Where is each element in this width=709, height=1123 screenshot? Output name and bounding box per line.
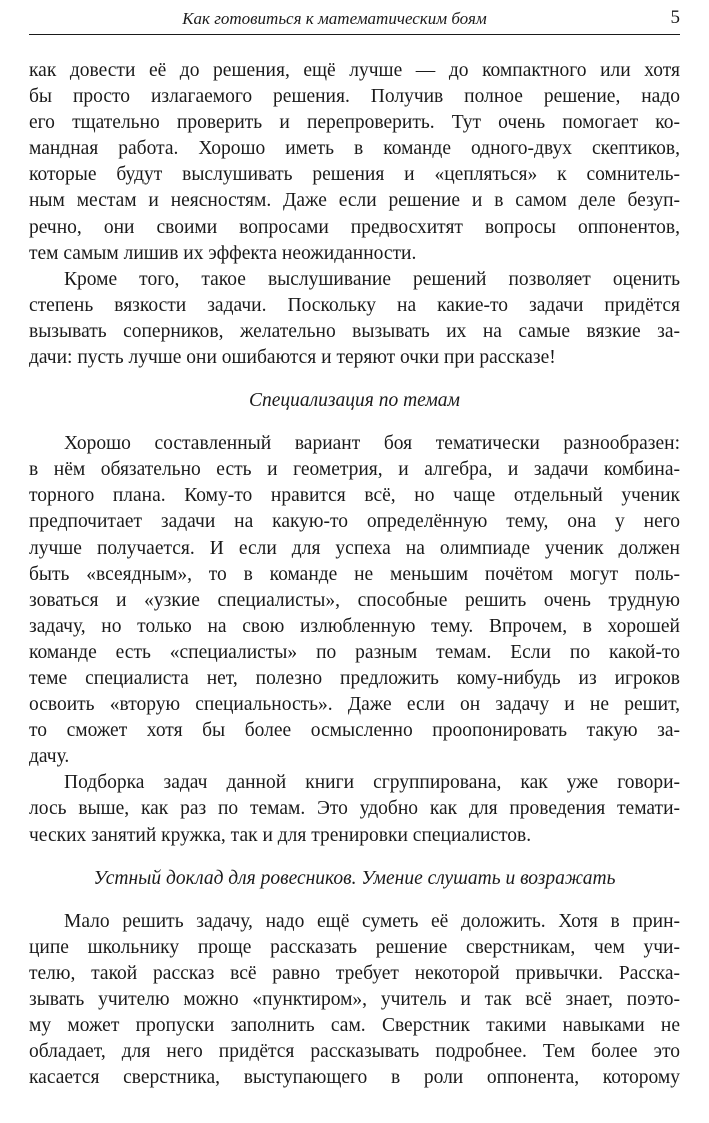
text-line: Хорошо составленный вариант боя тематически разнообразен: [64,433,680,455]
text-line: зывать учителю можно «пунктиром», учитель и так всё знает, поэто- [29,988,680,1010]
text-line: бы просто излагаемого решения. Получив полное решение, надо [29,86,680,108]
running-title: Как готовиться к математическим боям [182,9,487,28]
section-heading-oral-report: Устный доклад для ровесников. Умение слушать и возражать [93,867,616,889]
page-header [29,4,680,35]
text-line: мандная работа. Хорошо иметь в команде одного-двух скептиков, [29,138,680,160]
text-line: речно, они своими вопросами предвосхитят вопросы оппонентов, [29,216,680,238]
text-line: дачи: пусть лучше они ошибаются и теряют очки при рассказе! [29,347,556,369]
text-line: быть «всеядным», то в команде не меньшим почётом могут поль- [29,563,680,585]
text-line: теме специалиста нет, полезно предложить кому-нибудь из игроков [29,667,680,689]
text-line: обладает, для него придётся рассказывать подробнее. Тем более это [29,1041,680,1063]
page-number: 5 [670,7,680,28]
text-line: предпочитает задачи на какую-то определённую тему, она у него [29,511,680,533]
text-line: лучше получается. И если для успеха на олимпиаде ученик должен [29,537,680,559]
paragraph-continuation [29,58,680,267]
paragraph-viscosity [29,267,680,371]
text-line: телю, такой рассказ всё равно требует некоторой привычки. Расска- [29,962,680,984]
text-line: которые будут выслушивать решения и «цепляться» к сомнитель- [29,164,680,186]
paragraph-book-topics [29,770,680,848]
text-line: вызывать соперников, желательно вызывать их на самые вязкие за- [29,320,680,342]
text-line: степень вязкости задачи. Поскольку на какие-то задачи придётся [29,294,680,316]
text-line: му может пропуски заполнить сам. Сверстник такими навыками не [29,1015,680,1036]
page-body [29,58,680,1091]
text-line: дачу. [29,746,70,768]
text-line: лось выше, как раз по темам. Это удобно как для проведения темати- [29,798,680,820]
text-line: тем самым лишив их эффекта неожиданности. [29,242,417,264]
text-line: его тщательно проверить и перепроверить. Тут очень помогает ко- [29,112,680,134]
text-line: ческих занятий кружка, так и для тренировки специалистов. [29,824,532,846]
text-line: команде есть «специалисты» по разным темам. Если по какой-то [29,641,680,663]
text-line: ным местам и неясностям. Даже если решение и в самом деле безуп- [29,190,680,212]
text-line: то сможет хотя бы более осмысленно проопонировать такую за- [29,720,680,742]
text-line: Мало решить задачу, надо ещё суметь её доложить. Хотя в прин- [64,910,680,932]
text-line: Кроме того, такое выслушивание решений позволяет оценить [64,268,680,290]
text-line: зоваться и «узкие специалисты», способные решить очень трудную [29,589,680,611]
section-heading-specialization: Специализация по темам [249,390,460,412]
text-line: Подборка задач данной книги сгруппирована, как уже говори- [64,772,680,794]
text-line: задачу, но только на свою излюбленную тему. Впрочем, в хорошей [29,615,680,637]
text-line: в нём обязательно есть и геометрия, и алгебра, и задачи комбина- [29,459,680,481]
paragraph-specialization [29,431,680,770]
text-line: касается сверстника, выступающего в роли оппонента, которому [29,1067,680,1089]
text-line: ципе школьнику проще рассказать решение сверстникам, чем учи- [29,936,680,958]
text-line: как довести её до решения, ещё лучше — до компактного или хотя [29,60,680,81]
text-line: торного плана. Кому-то нравится всё, но чаще отдельный ученик [29,485,680,507]
paragraph-oral-report [29,909,680,1092]
text-line: освоить «вторую специальность». Даже если он задачу и не решит, [29,694,680,716]
